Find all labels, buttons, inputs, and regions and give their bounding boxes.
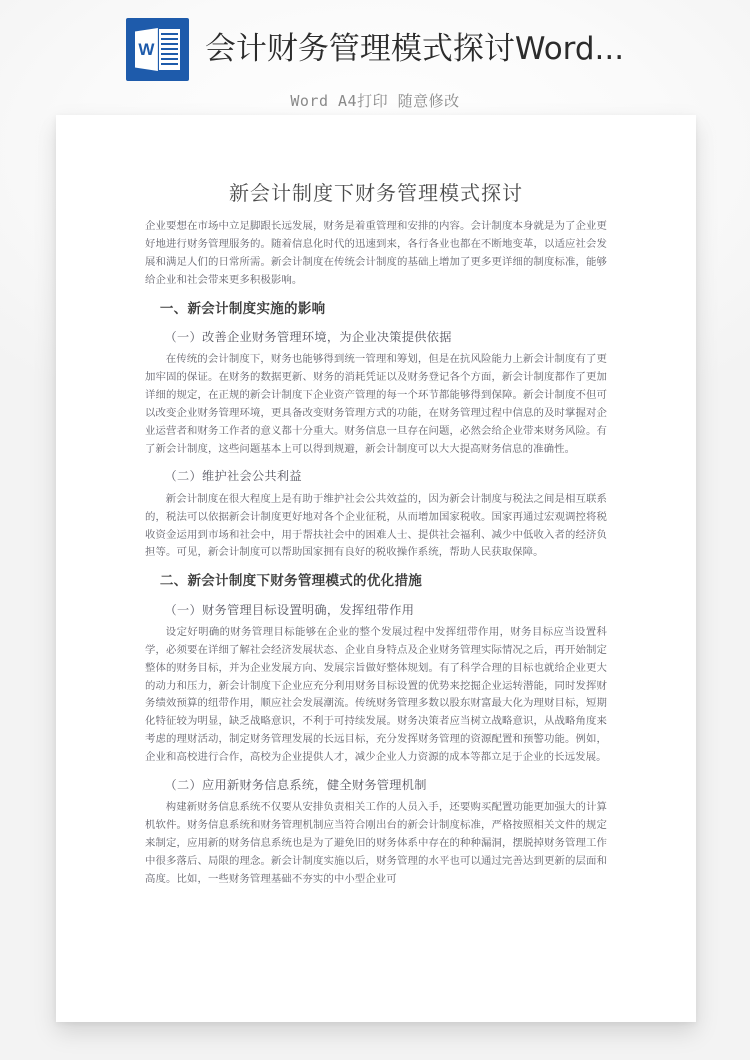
word-icon-line [161, 33, 178, 35]
document-body [145, 177, 607, 893]
word-icon-line [161, 63, 178, 65]
body-paragraph: 企业要想在市场中立足脚跟长远发展，财务是着重管理和安排的内容。会计制度本身就是为了企业更好地进行财务管理服务的。随着信息化时代的迅速到来，各行各业也都在不断地变革，以适应社会发展和满足人们的日常所需。新会计制度在传统会计制度的基础上增加了更多更详细的制度标准，能够给企业和社会带来更多积极影响。 [145, 220, 607, 286]
word-file-icon [126, 18, 189, 81]
document-blocks [145, 218, 607, 889]
body-paragraph: 设定好明确的财务管理目标能够在企业的整个发展过程中发挥纽带作用，财务目标应当设置科学，必须要在详细了解社会经济发展状态、企业自身特点及企业财务管理实际情况之后，再开始制定整体的财务目标，并为企业发展方向、发展宗旨做好整体规划。有了科学合理的目标也就给企业更大的动力和压力，新会计制度下企业应充分利用财务目标设置的优势来挖掘企业运转潜能，同时发挥财务绩效预算的纽带作用，顺应社会发展潮流。传统财务管理多数以股东财富最大化为理财目标，短期化特征较为明显，缺乏战略意识，不利于可持续发展。财务决策者应当树立战略意识，从战略角度来考虑的理财活动，制定财务管理发展的长远目标，充分发挥财务管理的资源配置和预警功能。例如，企业和高校进行合作，高校为企业提供人才，减少企业人力资源的成本等都立足于企业的长远发展。 [145, 625, 607, 764]
subsection-heading: （一）财务管理目标设置明确，发挥纽带作用 [164, 602, 415, 617]
subsection-heading: （二）应用新财务信息系统，健全财务管理机制 [164, 777, 427, 792]
document-page [56, 115, 696, 1022]
page-subtitle: Word A4打印 随意修改 [290, 92, 460, 110]
word-icon-line [161, 58, 178, 60]
section-heading: 一、新会计制度实施的影响 [159, 300, 326, 317]
word-icon-sheet [159, 29, 180, 70]
section-heading: 二、新会计制度下财务管理模式的优化措施 [159, 573, 423, 590]
word-icon-line [161, 38, 178, 40]
subsection-heading: （一）改善企业财务管理环境，为企业决策提供依据 [164, 329, 452, 344]
body-paragraph: 新会计制度在很大程度上是有助于维护社会公共效益的，因为新会计制度与税法之间是相互联系的，税法可以依据新会计制度更好地对各个企业征税，从而增加国家税收。国家再通过宏观调控将税收资金运用到市场和社会中，用于帮扶社会中的困难人士、提供社会福利、减少中低收入者的经济负担等。可见，新会计制度可以帮助国家拥有良好的税收操作系统，帮助人民获取保障。 [145, 492, 607, 559]
preview-header [0, 0, 750, 112]
word-icon-line [161, 43, 178, 45]
word-icon-letter: W [138, 40, 155, 59]
word-icon-line [161, 48, 178, 50]
word-icon-line [161, 53, 178, 55]
page-title: 会计财务管理模式探讨Word... [204, 31, 625, 68]
body-paragraph: 在传统的会计制度下，财务也能够得到统一管理和筹划，但是在抗风险能力上新会计制度有了更加牢固的保证。在财务的数据更新、财务的消耗凭证以及财务登记各个方面，新会计制度都作了更加详细的规定，在正规的新会计制度下企业资产管理的每一个环节都能够得到保障。新会计制度不但可以改变企业财务管理环境，更具备改变财务管理方式的功能，在财务管理过程中信息的及时掌握对企业运营者和财务工作者的意义都十分重大。财务信息一旦存在问题，必然会给企业带来财务风险。有了新会计制度，这些问题基本上可以得到规避，新会计制度可以大大提高财务信息的准确性。 [145, 353, 607, 455]
header-title-row [0, 18, 750, 81]
subsection-heading: （二）维护社会公共利益 [164, 469, 302, 484]
body-paragraph: 构建新财务信息系统不仅要从安排负责相关工作的人员入手，还要购买配置功能更加强大的计算机软件。财务信息系统和财务管理机制应当符合刚出台的新会计制度标准，严格按照相关文件的规定来制定，应用新的财务信息系统也是为了避免旧的财务体系中存在的种种漏洞，摆脱掉财务管理工作中很多落后、局限的理念。新会计制度实施以后，财务管理的水平也可以通过完善达到更新的层面和高度。比如，一些财务管理基础不夯实的中小型企业可 [145, 801, 607, 885]
document-heading: 新会计制度下财务管理模式探讨 [229, 181, 523, 205]
